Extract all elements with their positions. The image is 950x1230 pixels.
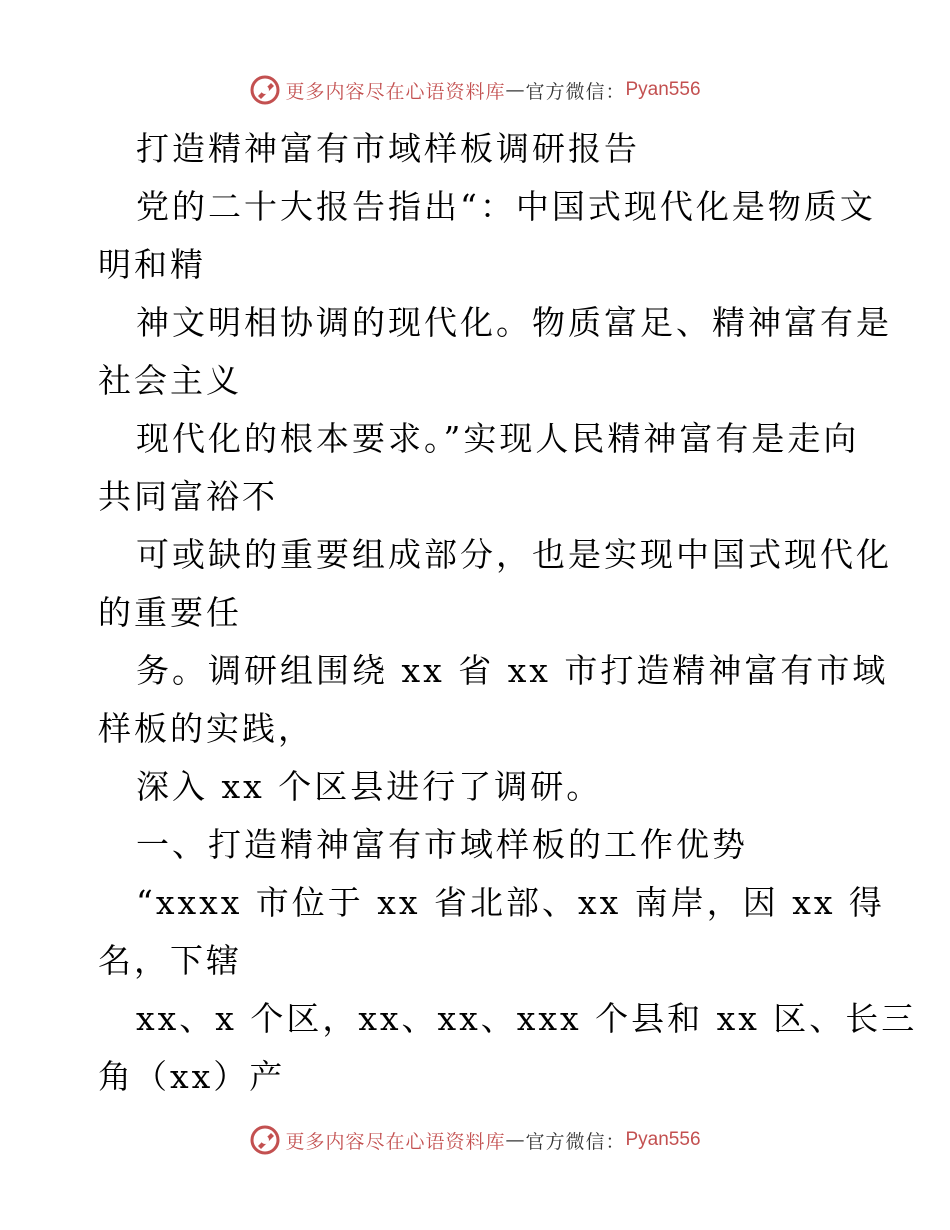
document-body: [98, 120, 918, 1106]
watermark-brand: 更多内容尽在心语资料库: [285, 80, 506, 103]
paragraph-line: 党的二十大报告指出“：中国式现代化是物质文: [136, 187, 876, 226]
header-watermark: [0, 72, 950, 108]
section-heading: 一、打造精神富有市域样板的工作优势: [136, 825, 748, 864]
paragraph-line: 共同富裕不: [98, 477, 278, 516]
paragraph-line: 的重要任: [98, 593, 242, 632]
paragraph-line: 神文明相协调的现代化。物质富足、精神富有是: [136, 303, 892, 342]
paragraph-line: 名，下辖: [98, 941, 242, 980]
paragraph-line: “xxxx 市位于 xx 省北部、xx 南岸，因 xx 得: [136, 883, 885, 922]
watermark-brand: 更多内容尽在心语资料库: [285, 1130, 506, 1153]
paragraph-line: 深入 xx 个区县进行了调研。: [136, 767, 603, 806]
paragraph-line: 社会主义: [98, 361, 242, 400]
paragraph-line: xx、x 个区，xx、xx、xxx 个县和 xx 区、长三: [136, 999, 918, 1038]
watermark-wechat-id: Pyan556: [625, 1129, 701, 1150]
paragraph-line: 明和精: [98, 245, 206, 284]
document-title: 打造精神富有市域样板调研报告: [136, 129, 640, 168]
watermark-wechat-id: Pyan556: [625, 79, 701, 100]
paragraph-line: 现代化的根本要求。”实现人民精神富有是走向: [136, 419, 860, 458]
pen-logo-icon: [249, 74, 281, 106]
paragraph-line: 务。调研组围绕 xx 省 xx 市打造精神富有市域: [136, 651, 889, 690]
watermark-separator: —: [505, 1129, 526, 1151]
watermark-label: 官方微信：: [525, 80, 626, 103]
paragraph-line: 样板的实践，: [98, 709, 314, 748]
paragraph-line: 可或缺的重要组成部分，也是实现中国式现代化: [136, 535, 892, 574]
paragraph-line: 角（xx）产: [98, 1057, 286, 1096]
watermark-separator: —: [505, 79, 526, 101]
watermark-label: 官方微信：: [525, 1130, 626, 1153]
pen-logo-icon: [249, 1124, 281, 1156]
footer-watermark: [0, 1122, 950, 1158]
